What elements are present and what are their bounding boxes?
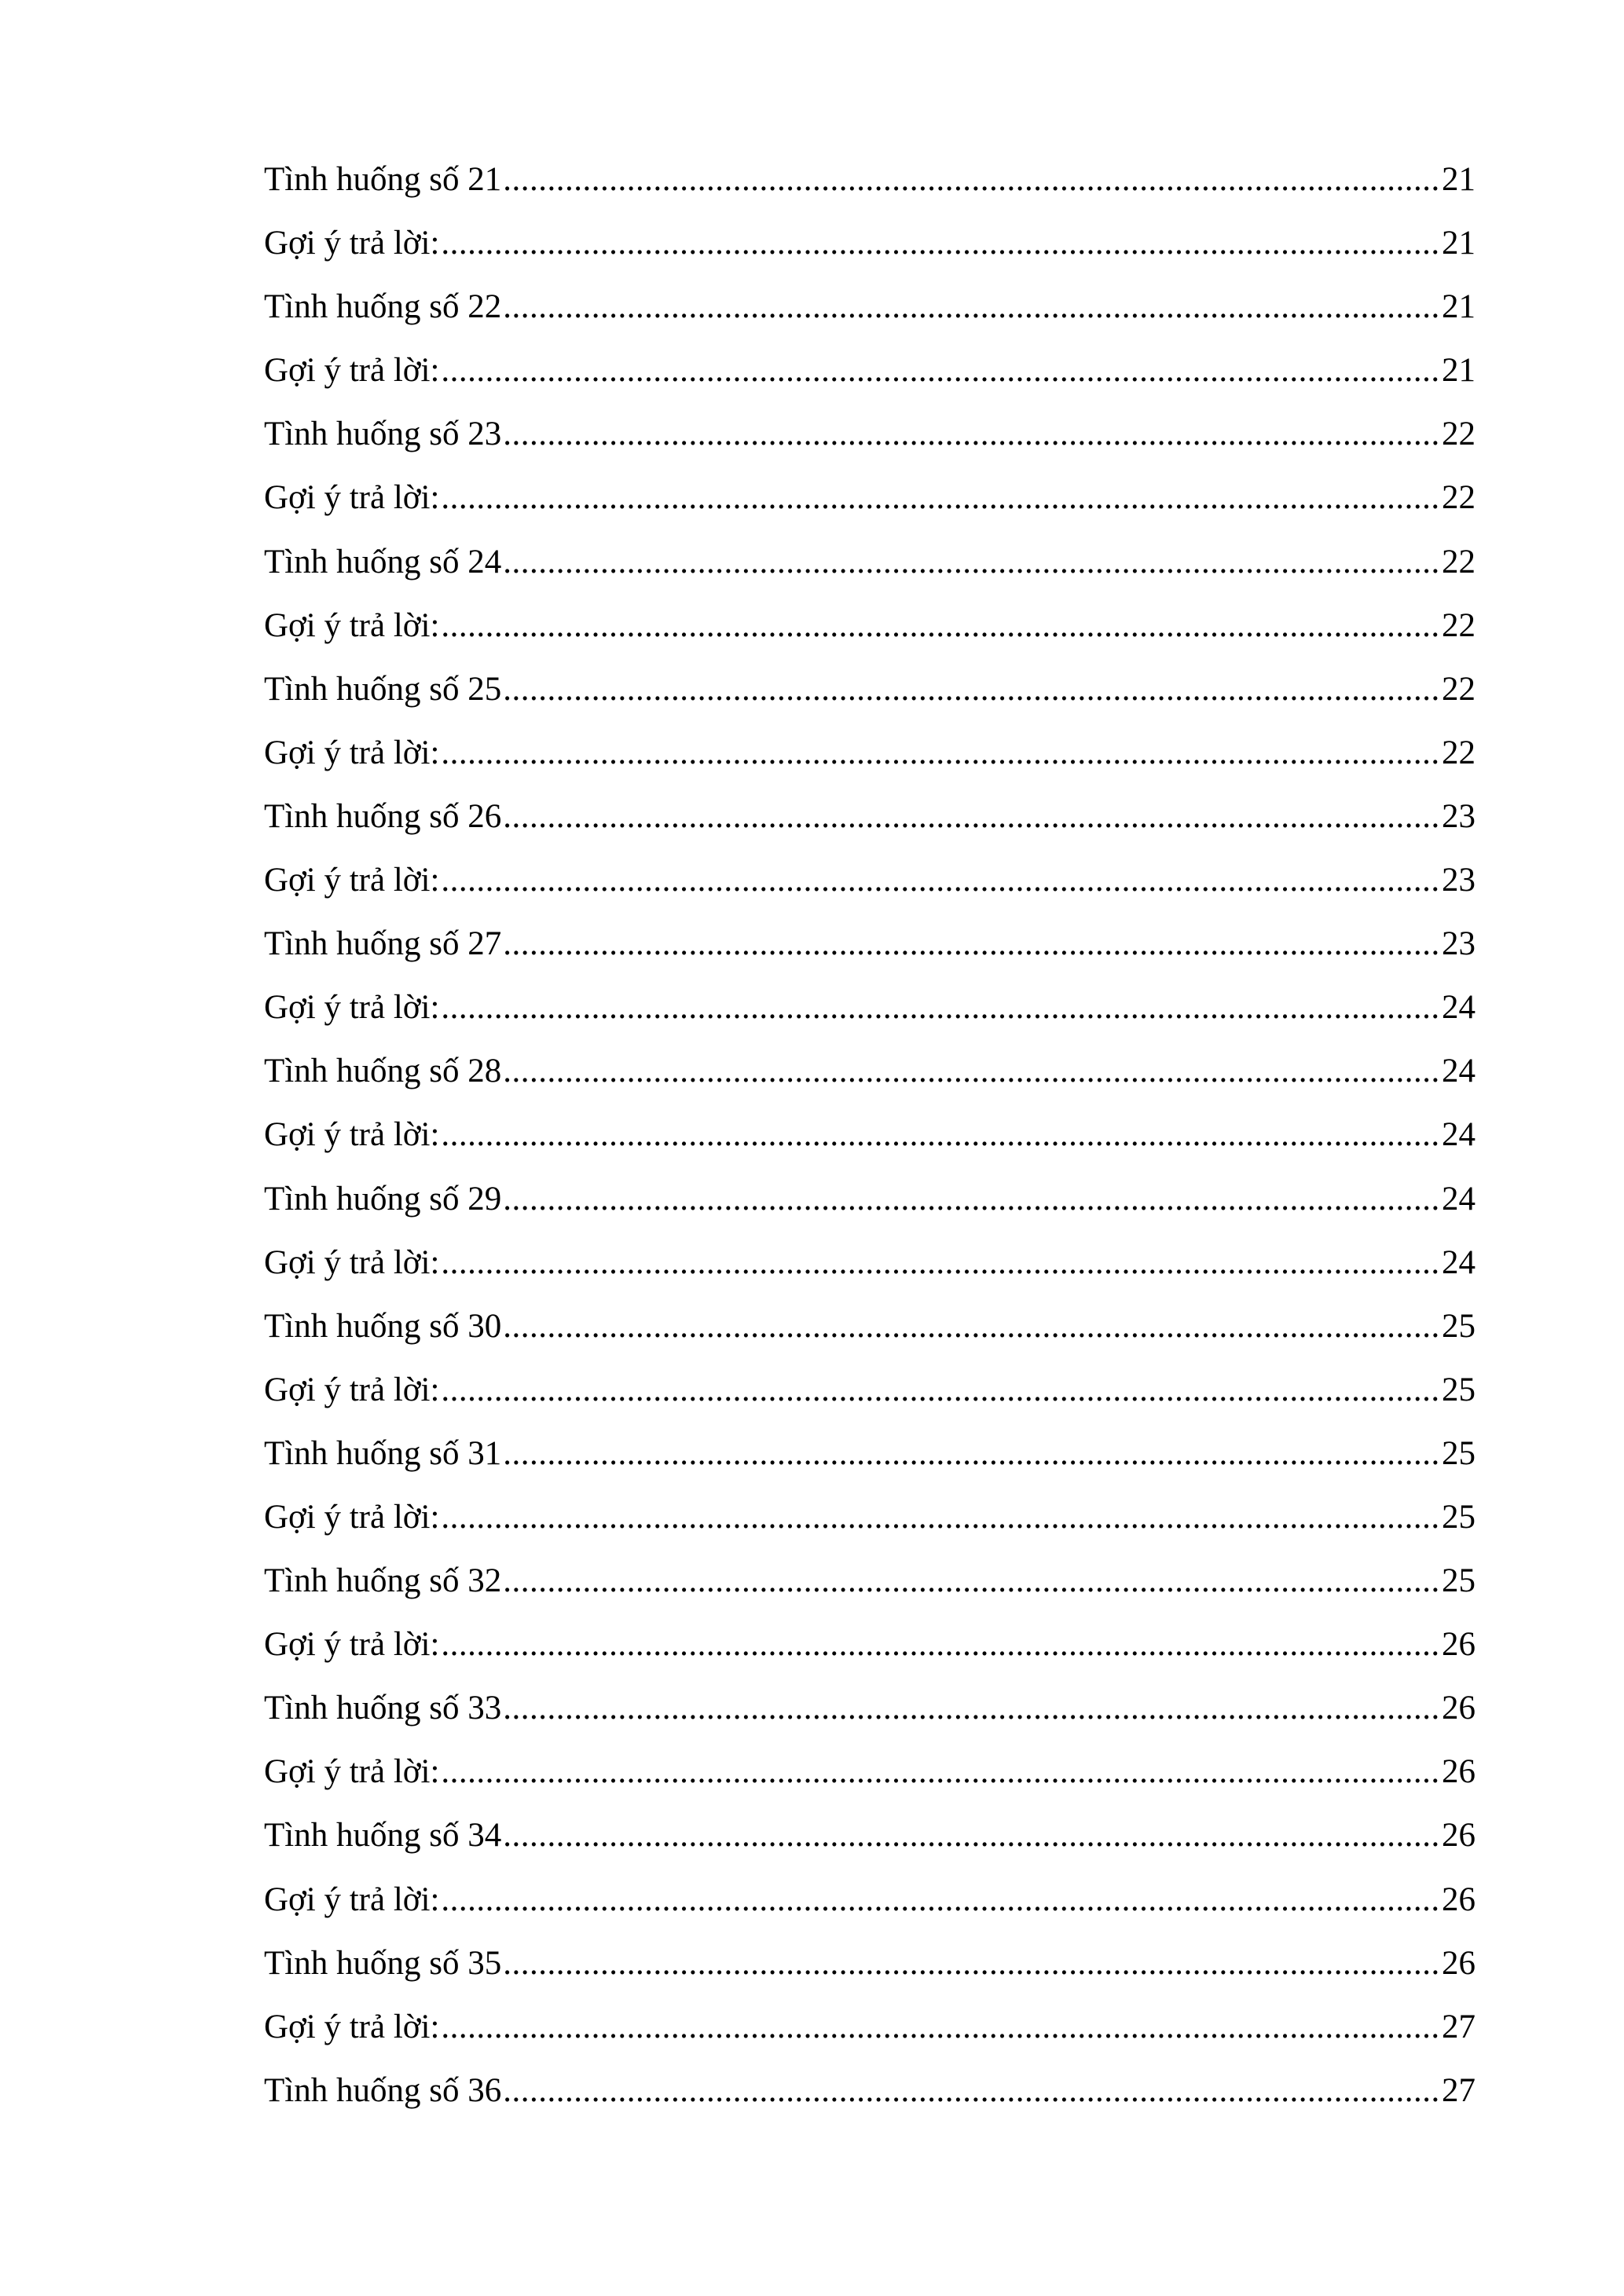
toc-entry-label: Gợi ý trả lời: bbox=[264, 989, 440, 1027]
toc-entry-page-number: 21 bbox=[1442, 225, 1476, 262]
toc-entry-label: Tình huống số 26 bbox=[264, 797, 502, 835]
toc-entry-page-number: 26 bbox=[1442, 1690, 1476, 1727]
toc-dot-leader bbox=[503, 1167, 1440, 1231]
toc-entry-page-number: 21 bbox=[1442, 161, 1476, 198]
table-of-contents bbox=[264, 148, 1476, 2122]
toc-dot-leader bbox=[503, 530, 1440, 594]
toc-entry-page-number: 25 bbox=[1442, 1307, 1476, 1345]
toc-entry-label: Gợi ý trả lời: bbox=[264, 1626, 440, 1664]
toc-entry[interactable] bbox=[264, 466, 1476, 529]
toc-entry-label: Tình huống số 29 bbox=[264, 1180, 502, 1218]
toc-dot-leader bbox=[503, 785, 1440, 848]
toc-entry-label: Gợi ý trả lời: bbox=[264, 606, 440, 644]
toc-dot-leader bbox=[503, 1549, 1440, 1613]
toc-entry-page-number: 24 bbox=[1442, 1053, 1476, 1090]
toc-entry-page-number: 22 bbox=[1442, 416, 1476, 453]
toc-entry-page-number: 26 bbox=[1442, 1753, 1476, 1791]
toc-entry-page-number: 22 bbox=[1442, 479, 1476, 517]
toc-entry-label: Tình huống số 33 bbox=[264, 1690, 502, 1727]
toc-entry[interactable] bbox=[264, 848, 1476, 912]
toc-entry[interactable] bbox=[264, 785, 1476, 848]
toc-entry[interactable] bbox=[264, 1039, 1476, 1103]
toc-entry[interactable] bbox=[264, 1231, 1476, 1294]
toc-dot-leader bbox=[441, 1358, 1440, 1422]
toc-dot-leader bbox=[441, 976, 1440, 1039]
toc-entry-label: Gợi ý trả lời: bbox=[264, 734, 440, 771]
toc-entry[interactable] bbox=[264, 1294, 1476, 1358]
toc-dot-leader bbox=[441, 1995, 1440, 2059]
toc-entry[interactable] bbox=[264, 1868, 1476, 1932]
toc-entry-page-number: 23 bbox=[1442, 862, 1476, 899]
toc-entry[interactable] bbox=[264, 1613, 1476, 1676]
toc-dot-leader bbox=[503, 148, 1440, 211]
toc-entry-page-number: 21 bbox=[1442, 288, 1476, 326]
toc-entry-label: Tình huống số 36 bbox=[264, 2071, 502, 2109]
toc-entry-label: Tình huống số 27 bbox=[264, 925, 502, 963]
toc-entry-label: Tình huống số 34 bbox=[264, 1817, 502, 1855]
toc-entry-label: Gợi ý trả lời: bbox=[264, 225, 440, 262]
toc-dot-leader bbox=[503, 1294, 1440, 1358]
toc-entry[interactable] bbox=[264, 721, 1476, 785]
toc-dot-leader bbox=[441, 339, 1440, 402]
toc-dot-leader bbox=[503, 657, 1440, 721]
toc-entry[interactable] bbox=[264, 1995, 1476, 2059]
toc-entry[interactable] bbox=[264, 1676, 1476, 1740]
toc-dot-leader bbox=[503, 1676, 1440, 1740]
toc-entry-page-number: 26 bbox=[1442, 1880, 1476, 1918]
toc-entry-page-number: 22 bbox=[1442, 606, 1476, 644]
toc-entry-page-number: 24 bbox=[1442, 1180, 1476, 1218]
toc-dot-leader bbox=[441, 1231, 1440, 1294]
toc-entry[interactable] bbox=[264, 402, 1476, 466]
toc-entry-label: Gợi ý trả lời: bbox=[264, 1498, 440, 1536]
toc-entry-page-number: 27 bbox=[1442, 2008, 1476, 2045]
toc-entry-label: Gợi ý trả lời: bbox=[264, 1371, 440, 1408]
toc-dot-leader bbox=[441, 211, 1440, 275]
toc-entry-page-number: 24 bbox=[1442, 989, 1476, 1027]
toc-entry-label: Gợi ý trả lời: bbox=[264, 1880, 440, 1918]
toc-entry-label: Tình huống số 22 bbox=[264, 288, 502, 326]
toc-entry-label: Gợi ý trả lời: bbox=[264, 862, 440, 899]
toc-entry-page-number: 22 bbox=[1442, 734, 1476, 771]
toc-entry-label: Tình huống số 35 bbox=[264, 1944, 502, 1982]
toc-entry-page-number: 26 bbox=[1442, 1944, 1476, 1982]
toc-dot-leader bbox=[441, 1740, 1440, 1803]
toc-dot-leader bbox=[441, 848, 1440, 912]
toc-entry[interactable] bbox=[264, 1167, 1476, 1231]
toc-entry-page-number: 24 bbox=[1442, 1116, 1476, 1154]
toc-dot-leader bbox=[441, 721, 1440, 785]
toc-entry-label: Gợi ý trả lời: bbox=[264, 479, 440, 517]
toc-entry-page-number: 23 bbox=[1442, 925, 1476, 963]
toc-entry[interactable] bbox=[264, 1740, 1476, 1803]
toc-entry-page-number: 25 bbox=[1442, 1371, 1476, 1408]
toc-entry-label: Tình huống số 31 bbox=[264, 1434, 502, 1472]
toc-entry[interactable] bbox=[264, 594, 1476, 657]
toc-entry[interactable] bbox=[264, 1932, 1476, 1995]
toc-entry-page-number: 25 bbox=[1442, 1434, 1476, 1472]
toc-entry[interactable] bbox=[264, 1803, 1476, 1867]
toc-entry-label: Tình huống số 21 bbox=[264, 161, 502, 198]
toc-entry[interactable] bbox=[264, 1358, 1476, 1422]
toc-dot-leader bbox=[441, 1868, 1440, 1932]
toc-dot-leader bbox=[503, 402, 1440, 466]
toc-entry[interactable] bbox=[264, 912, 1476, 976]
toc-entry-label: Gợi ý trả lời: bbox=[264, 1116, 440, 1154]
toc-entry-page-number: 26 bbox=[1442, 1626, 1476, 1664]
toc-entry-label: Gợi ý trả lời: bbox=[264, 1243, 440, 1281]
toc-dot-leader bbox=[503, 1803, 1440, 1867]
toc-entry[interactable] bbox=[264, 339, 1476, 402]
toc-entry[interactable] bbox=[264, 1549, 1476, 1613]
toc-entry[interactable] bbox=[264, 148, 1476, 211]
toc-entry-label: Tình huống số 23 bbox=[264, 416, 502, 453]
toc-dot-leader bbox=[503, 275, 1440, 339]
toc-entry[interactable] bbox=[264, 1103, 1476, 1166]
toc-entry-page-number: 21 bbox=[1442, 352, 1476, 390]
toc-entry[interactable] bbox=[264, 2059, 1476, 2122]
toc-dot-leader bbox=[503, 1422, 1440, 1485]
toc-entry-page-number: 22 bbox=[1442, 543, 1476, 580]
toc-entry-page-number: 23 bbox=[1442, 797, 1476, 835]
toc-entry[interactable] bbox=[264, 211, 1476, 275]
toc-entry[interactable] bbox=[264, 1422, 1476, 1485]
toc-entry-page-number: 25 bbox=[1442, 1498, 1476, 1536]
toc-entry-page-number: 24 bbox=[1442, 1243, 1476, 1281]
toc-entry[interactable] bbox=[264, 275, 1476, 339]
toc-entry[interactable] bbox=[264, 530, 1476, 594]
toc-entry-label: Gợi ý trả lời: bbox=[264, 2008, 440, 2045]
toc-dot-leader bbox=[441, 594, 1440, 657]
toc-entry-label: Tình huống số 30 bbox=[264, 1307, 502, 1345]
toc-entry-label: Gợi ý trả lời: bbox=[264, 352, 440, 390]
toc-dot-leader bbox=[441, 1613, 1440, 1676]
toc-entry[interactable] bbox=[264, 657, 1476, 721]
toc-entry-label: Tình huống số 32 bbox=[264, 1562, 502, 1600]
toc-entry-page-number: 22 bbox=[1442, 670, 1476, 708]
toc-entry[interactable] bbox=[264, 976, 1476, 1039]
toc-entry-page-number: 26 bbox=[1442, 1817, 1476, 1855]
toc-entry-label: Tình huống số 24 bbox=[264, 543, 502, 580]
toc-entry-label: Tình huống số 28 bbox=[264, 1053, 502, 1090]
toc-entry-label: Tình huống số 25 bbox=[264, 670, 502, 708]
toc-entry-label: Gợi ý trả lời: bbox=[264, 1753, 440, 1791]
toc-dot-leader bbox=[503, 1039, 1440, 1103]
toc-entry-page-number: 25 bbox=[1442, 1562, 1476, 1600]
toc-dot-leader bbox=[503, 1932, 1440, 1995]
toc-dot-leader bbox=[503, 2059, 1440, 2122]
toc-dot-leader bbox=[441, 1485, 1440, 1549]
toc-entry-page-number: 27 bbox=[1442, 2071, 1476, 2109]
toc-dot-leader bbox=[441, 466, 1440, 529]
toc-entry[interactable] bbox=[264, 1485, 1476, 1549]
toc-dot-leader bbox=[441, 1103, 1440, 1166]
toc-dot-leader bbox=[503, 912, 1440, 976]
